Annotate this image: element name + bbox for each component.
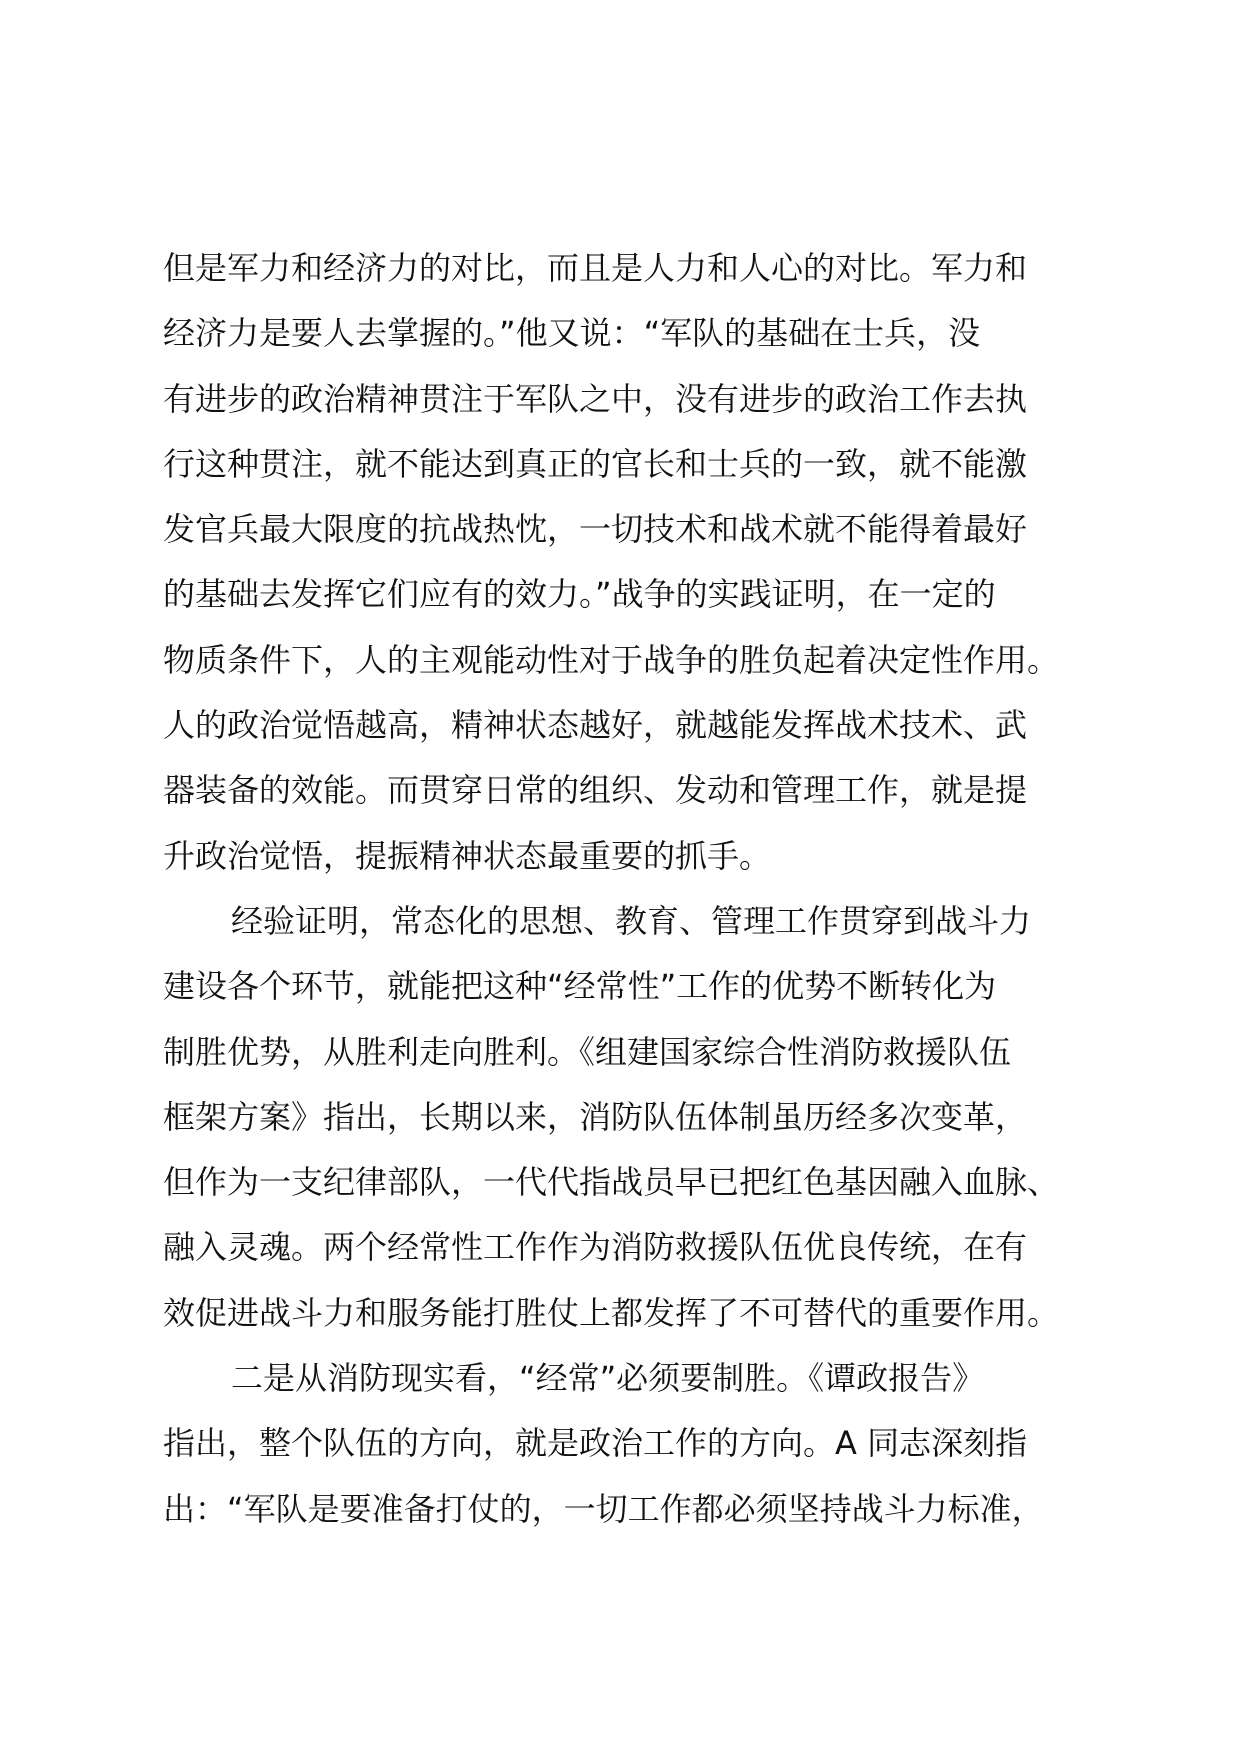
text-line: 但是军力和经济力的对比，而且是人力和人心的对比。军力和 [163,249,1028,287]
text-line: 的基础去发挥它们应有的效力。”战争的实践证明，在一定的 [163,575,996,614]
text-line: 行这种贯注，就不能达到真正的官长和士兵的一致，就不能激 [163,444,1028,483]
text-line: 指出，整个队伍的方向，就是政治工作的方向。A 同志深刻指 [163,1424,1028,1463]
text-line: 器装备的效能。而贯穿日常的组织、发动和管理工作，就是提 [163,771,1028,810]
text-line: 框架方案》指出，长期以来，消防队伍体制虽历经多次变革， [163,1097,1028,1136]
body-text [163,236,1083,1542]
text-line: 人的政治觉悟越高，精神状态越好，就越能发挥战术技术、武 [163,706,1028,745]
text-line: 效促进战斗力和服务能打胜仗上都发挥了不可替代的重要作用。 [163,1293,1060,1332]
text-line: 制胜优势，从胜利走向胜利。《组建国家综合性消防救援队伍 [163,1032,1012,1071]
text-line: 升政治觉悟，提振精神状态最重要的抓手。 [163,836,772,875]
text-line: 融入灵魂。两个经常性工作作为消防救援队伍优良传统，在有 [163,1228,1028,1267]
text-line: 有进步的政治精神贯注于军队之中，没有进步的政治工作去执 [163,379,1028,418]
text-line: 但作为一支纪律部队，一代代指战员早已把红色基因融入血脉、 [163,1163,1060,1202]
paragraph-start-line: 二是从消防现实看，“经常”必须要制胜。《谭政报告》 [231,1359,985,1398]
text-line: 建设各个环节，就能把这种“经常性”工作的优势不断转化为 [163,967,997,1006]
text-line: 物质条件下，人的主观能动性对于战争的胜负起着决定性作用。 [163,640,1060,679]
text-line: 出：“军队是要准备打仗的，一切工作都必须坚持战斗力标准， [163,1489,1044,1528]
paragraph-start-line: 经验证明，常态化的思想、教育、管理工作贯穿到战斗力 [231,901,1032,940]
text-line: 发官兵最大限度的抗战热忱，一切技术和战术就不能得着最好 [163,510,1028,549]
text-line: 经济力是要人去掌握的。”他又说：“军队的基础在士兵，没 [163,314,981,353]
